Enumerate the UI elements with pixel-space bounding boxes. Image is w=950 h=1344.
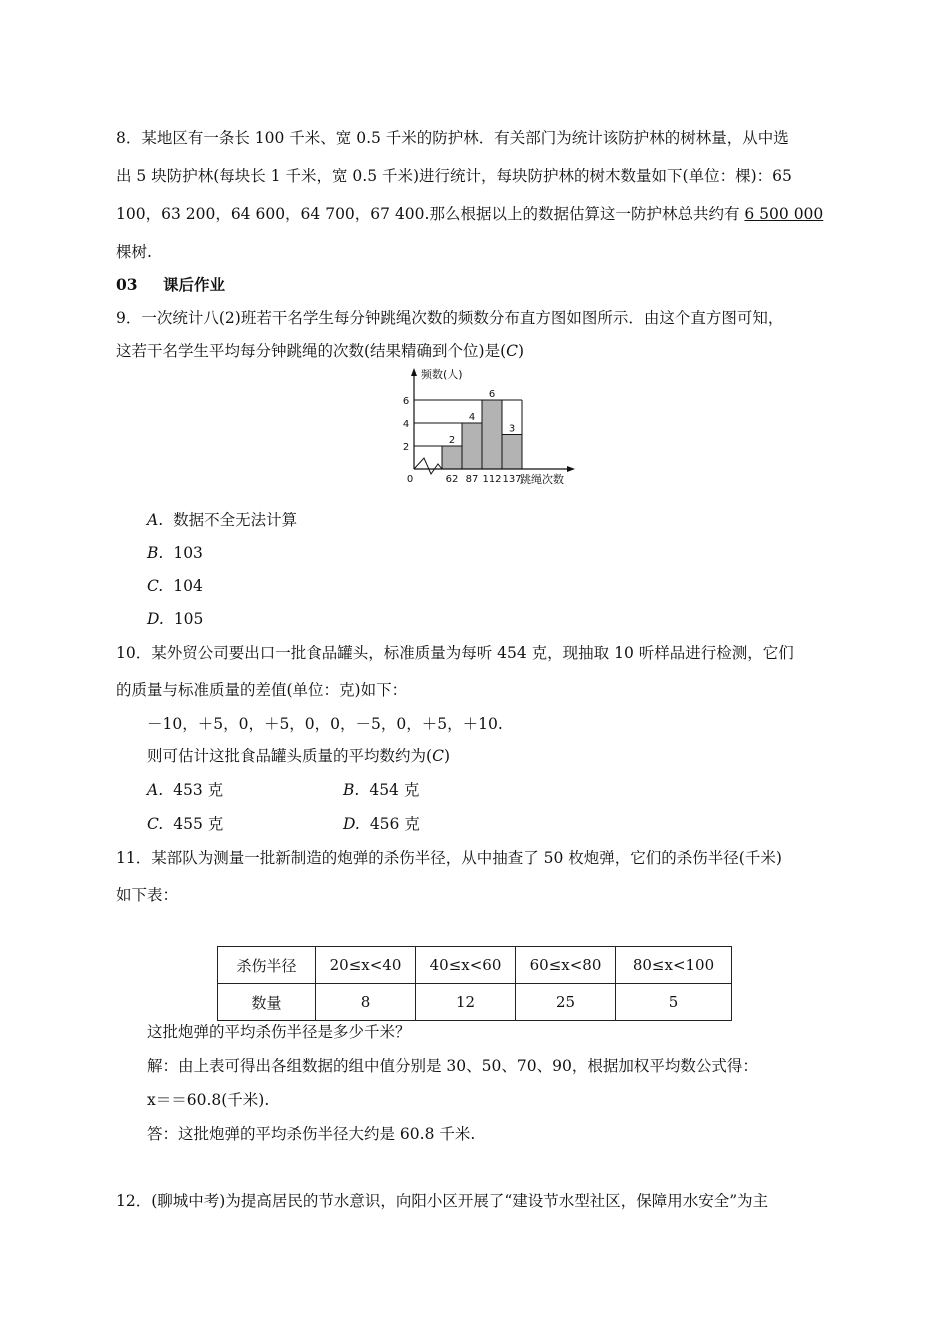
x-tick-label: 137 bbox=[502, 474, 522, 485]
q9-option-d-text: 105 bbox=[173, 610, 204, 628]
q10-option-c bbox=[147, 814, 223, 834]
y-axis-label: 频数(人) bbox=[421, 368, 463, 381]
q8-answer: 6 500 000 bbox=[744, 205, 824, 223]
axis-break-icon bbox=[414, 458, 442, 474]
histogram-bar bbox=[442, 446, 462, 469]
q10-option-a bbox=[147, 780, 223, 800]
x-axis-arrow bbox=[567, 466, 575, 472]
q10-option-b-letter: B. bbox=[343, 781, 360, 799]
x-axis-label: 跳绳次数 bbox=[520, 473, 564, 486]
table-row bbox=[218, 947, 732, 984]
q9-option-a-letter: A. bbox=[147, 511, 164, 529]
table-row bbox=[218, 984, 732, 1021]
table-cell: 杀伤半径 bbox=[218, 947, 316, 984]
q8-line-3 bbox=[116, 204, 823, 224]
q9-option-b-letter: B. bbox=[147, 544, 164, 562]
q10-option-d-letter: D. bbox=[343, 815, 360, 833]
table-cell: 数量 bbox=[218, 984, 316, 1021]
q8-line-3-text: 100，63 200，64 600，64 700，67 400.那么根据以上的数据估算这一防护林总共约有 bbox=[116, 205, 745, 223]
table-cell: 20≤x<40 bbox=[316, 947, 416, 984]
q10-line-4 bbox=[147, 746, 450, 766]
x-tick-labels bbox=[446, 474, 522, 485]
q9-answer: C bbox=[506, 342, 519, 360]
kill-radius-table bbox=[217, 946, 732, 1021]
q9-option-a-text: 数据不全无法计算 bbox=[173, 511, 298, 529]
q10-answer: C bbox=[432, 747, 444, 765]
q9-option-b bbox=[147, 543, 203, 563]
histogram-bar bbox=[482, 400, 502, 469]
y-tick-label: 2 bbox=[402, 442, 410, 453]
q10-option-a-text: 453 克 bbox=[173, 781, 224, 799]
q9-line-2 bbox=[116, 341, 524, 361]
q11-solution-1: 解：由上表可得出各组数据的组中值分别是 30、50、70、90，根据加权平均数公式得： bbox=[147, 1057, 758, 1075]
histogram-bar bbox=[502, 435, 522, 470]
x-tick-label: 112 bbox=[482, 474, 502, 485]
q9-line-2-text: 这若干名学生平均每分钟跳绳的次数(结果精确到个位)是( bbox=[116, 342, 507, 360]
q10-line-4-text: 则可估计这批食品罐头质量的平均数约为( bbox=[147, 747, 433, 765]
q9-option-c bbox=[147, 576, 203, 596]
q11-solution-3: 答：这批炮弹的平均杀伤半径大约是 60.8 千米. bbox=[147, 1125, 476, 1143]
table-cell: 25 bbox=[516, 984, 616, 1021]
histogram-bar bbox=[462, 423, 482, 469]
q10-option-b-text: 454 克 bbox=[369, 781, 420, 799]
q9-option-d bbox=[147, 609, 203, 629]
y-tick-label: 4 bbox=[402, 419, 410, 430]
q10-option-b bbox=[343, 780, 419, 800]
table-cell: 12 bbox=[416, 984, 516, 1021]
bar-value-label: 3 bbox=[508, 423, 516, 435]
table-cell: 40≤x<60 bbox=[416, 947, 516, 984]
table-cell: 5 bbox=[616, 984, 732, 1021]
x-tick-label: 87 bbox=[465, 474, 479, 485]
q10-line-4-close: ) bbox=[443, 747, 450, 765]
x-tick-label: 62 bbox=[445, 474, 459, 485]
q10-option-c-letter: C. bbox=[147, 815, 164, 833]
q9-option-c-letter: C. bbox=[147, 577, 164, 595]
q11-line-1: 11．某部队为测量一批新制造的炮弹的杀伤半径，从中抽查了 50 枚炮弹，它们的杀伤半径(千米) bbox=[116, 849, 782, 867]
origin-label: 0 bbox=[406, 474, 414, 485]
q10-option-a-letter: A. bbox=[147, 781, 164, 799]
q8-line-2: 出 5 块防护林(每块长 1 千米，宽 0.5 千米)进行统计，每块防护林的树木数量如下(单位：棵)：65 bbox=[116, 167, 792, 185]
y-tick-label: 6 bbox=[402, 396, 410, 407]
q10-line-3: －10，＋5，0，＋5，0，0，－5，0，＋5，＋10. bbox=[147, 715, 503, 733]
q10-option-c-text: 455 克 bbox=[173, 815, 224, 833]
q10-option-d bbox=[343, 814, 420, 834]
y-axis-arrow bbox=[411, 368, 417, 376]
q9-option-b-text: 103 bbox=[173, 544, 203, 562]
bar-value-label: 4 bbox=[468, 412, 476, 423]
q8-line-1: 8．某地区有一条长 100 千米、宽 0.5 千米的防护林．有关部门为统计该防护林的树林量，从中选 bbox=[116, 129, 789, 147]
q10-option-d-text: 456 克 bbox=[369, 815, 420, 833]
q10-line-1: 10．某外贸公司要出口一批食品罐头，标准质量为每听 454 克，现抽取 10 听样品进行检测，它们 bbox=[116, 644, 794, 662]
q11-line-2: 如下表： bbox=[116, 886, 179, 904]
section-title: 课后作业 bbox=[163, 275, 226, 294]
q9-option-a bbox=[147, 510, 297, 530]
y-tick-labels bbox=[403, 396, 409, 453]
q9-option-c-text: 104 bbox=[173, 577, 203, 595]
q10-line-2: 的质量与标准质量的差值(单位：克)如下： bbox=[116, 681, 408, 699]
table-cell: 80≤x<100 bbox=[616, 947, 732, 984]
q9-option-d-letter: D. bbox=[147, 610, 164, 628]
section-number: 03 bbox=[116, 275, 138, 294]
q9-line-1: 9．一次统计八(2)班若干名学生每分钟跳绳次数的频数分布直方图如图所示．由这个直方图可知， bbox=[116, 309, 784, 327]
bar-value-label: 2 bbox=[448, 435, 456, 446]
q9-line-2-close: ) bbox=[518, 342, 525, 360]
bar-value-label: 6 bbox=[488, 389, 496, 400]
table-cell: 60≤x<80 bbox=[516, 947, 616, 984]
q8-line-4: 棵树. bbox=[116, 243, 152, 261]
frequency-histogram bbox=[400, 362, 580, 492]
q12-line-1: 12．(聊城中考)为提高居民的节水意识，向阳小区开展了“建设节水型社区，保障用水安全”为主 bbox=[116, 1192, 769, 1210]
q11-question: 这批炮弹的平均杀伤半径是多少千米？ bbox=[147, 1023, 411, 1041]
table-cell: 8 bbox=[316, 984, 416, 1021]
q11-solution-2: x＝＝60.8(千米). bbox=[147, 1091, 270, 1109]
